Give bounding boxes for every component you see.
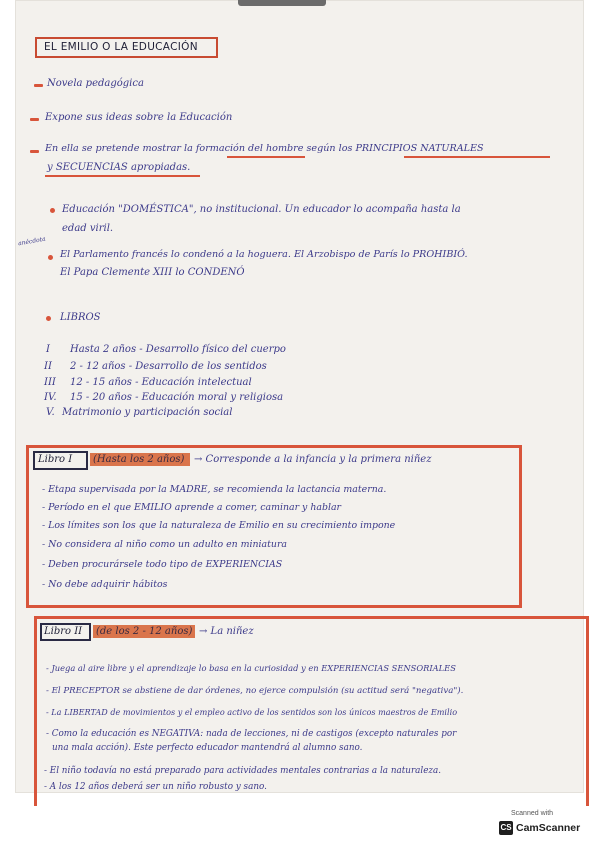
libro-1-label: Libro I	[38, 454, 73, 465]
libro-2-label: Libro II	[44, 626, 83, 637]
binder-clip	[238, 0, 326, 6]
margin-annotation: anécdota	[17, 235, 47, 248]
note-line: Novela pedagógica	[47, 78, 144, 89]
bullet-dot	[46, 316, 51, 321]
libro-1-item: - Deben procurársele todo tipo de EXPERIENCIAS	[42, 559, 283, 570]
libro-2-item: una mala acción). Este perfecto educador mantendrá al alumno sano.	[52, 743, 363, 753]
camscanner-watermark	[497, 810, 585, 840]
note-line: Expone sus ideas sobre la Educación	[45, 112, 233, 123]
libro-num: II	[44, 361, 52, 372]
note-line: y SECUENCIAS apropiadas.	[47, 162, 191, 173]
note-line: El Parlamento francés lo condenó a la hoguera. El Arzobispo de París lo PROHIBIÓ.	[60, 249, 468, 260]
underline	[227, 156, 305, 158]
bullet-dash	[30, 118, 39, 121]
libro-num: I	[46, 344, 50, 355]
libro-text: Hasta 2 años - Desarrollo físico del cuerpo	[70, 344, 286, 355]
libro-text: 2 - 12 años - Desarrollo de los sentidos	[70, 361, 267, 372]
note-line: En ella se pretende mostrar la formación del hombre según los PRINCIPIOS NATURALES	[45, 143, 484, 154]
bullet-dash	[30, 150, 39, 153]
libro-num: III	[44, 377, 56, 388]
note-line: edad viril.	[62, 223, 114, 234]
libro-text: Matrimonio y participación social	[62, 407, 233, 418]
libro-2-item: - El PRECEPTOR se abstiene de dar órdenes, no ejerce compulsión (su actitud será "negativa").	[46, 686, 464, 696]
libro-2-item: - Como la educación es NEGATIVA: nada de lecciones, ni de castigos (excepto naturales por	[46, 729, 457, 739]
note-line: El Papa Clemente XIII lo CONDENÓ	[60, 267, 245, 278]
libro-2-item: - La LIBERTAD de movimientos y el empleo activo de los sentidos son los únicos maestros de Emilio	[46, 707, 458, 717]
libro-2-item: - Juega al aire libre y el aprendizaje lo basa en la curiosidad y en EXPERIENCIAS SENSORIALES	[46, 663, 456, 673]
bullet-dot	[48, 255, 53, 260]
libro-num: IV.	[44, 392, 57, 403]
underline	[45, 175, 200, 177]
libro-text: 15 - 20 años - Educación moral y religiosa	[70, 392, 284, 403]
libro-1-age: (Hasta los 2 años)	[93, 454, 185, 465]
libro-text: 12 - 15 años - Educación intelectual	[70, 377, 252, 388]
bullet-dot	[50, 208, 55, 213]
libro-2-item: - A los 12 años deberá ser un niño robusto y sano.	[44, 782, 267, 792]
libro-1-heading: → Corresponde a la infancia y la primera niñez	[194, 454, 432, 465]
libro-num: V.	[46, 407, 55, 418]
note-line: Educación "DOMÉSTICA", no institucional. Un educador lo acompaña hasta la	[62, 204, 461, 215]
libro-1-item: - Etapa supervisada por la MADRE, se recomienda la lactancia materna.	[42, 484, 387, 495]
page-title: EL EMILIO O LA EDUCACIÓN	[44, 41, 198, 53]
libro-2-heading: → La niñez	[199, 626, 254, 637]
libro-1-item: - Los límites son los que la naturaleza de Emilio en su crecimiento impone	[42, 520, 396, 531]
libros-heading: LIBROS	[60, 312, 101, 323]
libro-1-item: - Período en el que EMILIO aprende a comer, caminar y hablar	[42, 502, 342, 513]
libro-1-item: - No considera al niño como un adulto en miniatura	[42, 539, 288, 550]
libro-1-item: - No debe adquirir hábitos	[42, 579, 168, 590]
camscanner-logo-icon: CS	[499, 821, 513, 835]
scanned-with-text: Scanned with	[511, 810, 554, 817]
bullet-dash	[34, 84, 43, 87]
underline	[404, 156, 550, 158]
libro-2-item: - El niño todavía no está preparado para actividades mentales contrarias a la naturaleza.	[44, 766, 442, 776]
camscanner-name: CamScanner	[516, 822, 581, 834]
libro-2-age: (de los 2 - 12 años)	[96, 626, 193, 637]
